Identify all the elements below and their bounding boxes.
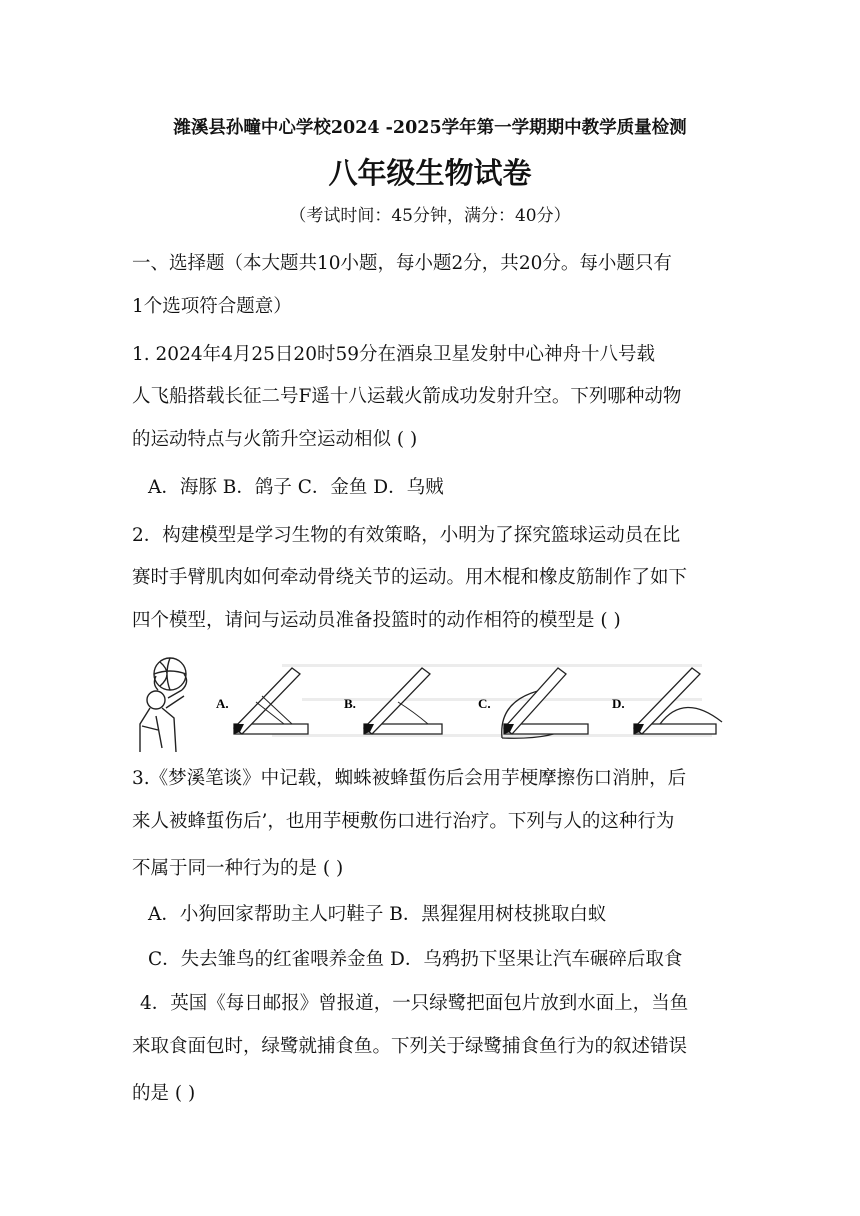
arm-model-figure [132,652,730,752]
model-d-label: D. [612,696,625,711]
exam-info: （考试时间：45分钟，满分：40分） [289,206,571,226]
q3-line-1: 3.《梦溪笔谈》中记载，蜘蛛被蜂蜇伤后会用芋梗摩擦伤口消肿，后 [132,768,687,789]
basketball-player-sketch [140,658,187,752]
q3-line-3: 不属于同一种行为的是 ( ) [132,858,344,879]
q1-options: A．海豚 B．鸽子 C．金鱼 D．乌贼 [148,477,444,498]
q4-line-2: 来取食面包时，绿鹭就捕食鱼。下列关于绿鹭捕食鱼行为的叙述错误 [132,1036,688,1057]
q3-line-2: 来人被蜂蜇伤后’，也用芋梗敷伤口进行治疗。下列与人的这种行为 [132,811,675,832]
paper-title: 八年级生物试卷 [328,156,532,190]
q2-line-3: 四个模型，请问与运动员准备投篮时的动作相符的模型是 ( ) [132,610,621,631]
model-c-label: C. [478,696,491,711]
q2-line-2: 赛时手臂肌肉如何牵动骨绕关节的运动。用木棍和橡皮筋制作了如下 [132,567,688,588]
q2-line-1: 2．构建模型是学习生物的有效策略，小明为了探究篮球运动员在比 [132,525,681,546]
q1-line-3: 的运动特点与火箭升空运动相似 ( ) [132,429,418,450]
model-c [478,668,588,738]
q1-line-1: 1. 2024年4月25日20时59分在酒泉卫星发射中心神舟十八号载 [132,344,656,365]
section-heading-line-2: 1个选项符合题意） [132,296,292,317]
model-a [216,668,308,734]
school-exam-line: 潍溪县孙疃中心学校2024 -2025学年第一学期期中教学质量检测 [173,118,687,138]
section-heading-line-1: 一、选择题（本大题共10小题，每小题2分，共20分。每小题只有 [132,253,672,274]
q4-line-1: 4．英国《每日邮报》曾报道，一只绿鹭把面包片放到水面上，当鱼 [140,993,689,1014]
q3-options-row-2: C．失去雏鸟的红雀喂养金鱼 D．乌鸦扔下坚果让汽车碾碎后取食 [148,949,683,970]
q3-options-row-1: A．小狗回家帮助主人叼鞋子 B．黑猩猩用树枝挑取白蚁 [148,904,607,925]
model-b-label: B. [344,696,356,711]
q1-line-2: 人飞船搭载长征二号F遥十八运载火箭成功发射升空。下列哪种动物 [132,386,682,407]
model-a-label: A. [216,696,229,711]
q4-line-3: 的是 ( ) [132,1083,196,1104]
